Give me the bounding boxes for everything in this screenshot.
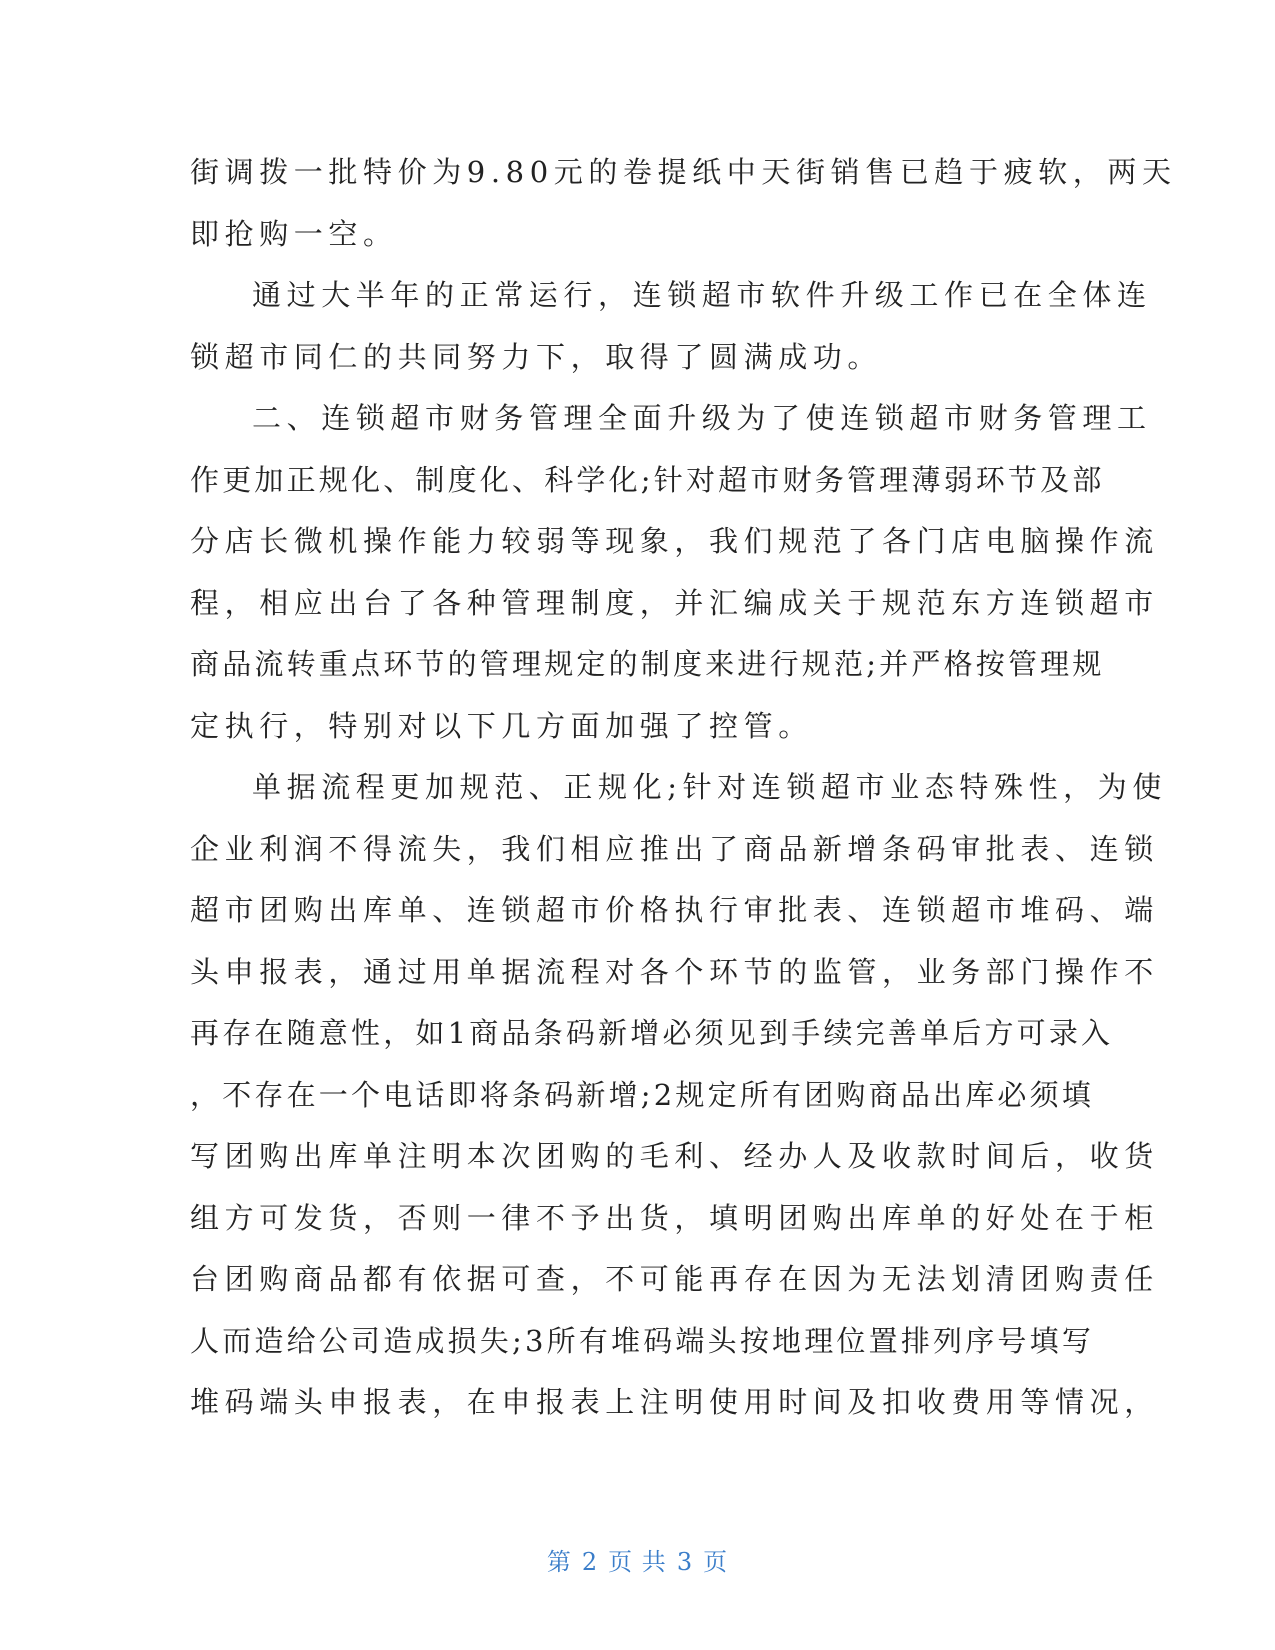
footer-suffix: 页 [703,1548,729,1576]
paragraph-start: 二、连锁超市财务管理全面升级为了使连锁超市财务管理工 [252,401,1152,435]
footer-middle: 页 共 [608,1548,667,1576]
text-line: ，不存在一个电话即将条码新增;2规定所有团购商品出库必须填 [190,1077,1095,1112]
text-line: 头申报表，通过用单据流程对各个环节的监管，业务部门操作不 [190,954,1159,989]
text-line: 台团购商品都有依据可查，不可能再存在因为无法划清团购责任 [190,1262,1159,1296]
body-text [190,142,1177,1434]
text-line: 锁超市同仁的共同努力下，取得了圆满成功。 [190,339,883,374]
footer-prefix: 第 [546,1548,572,1576]
text-line: 人而造给公司造成损失;3所有堆码端头按地理位置排列序号填写 [190,1323,1095,1358]
paragraph-start: 通过大半年的正常运行，连锁超市软件升级工作已在全体连 [252,278,1152,312]
text-line: 企业利润不得流失，我们相应推出了商品新增条码审批表、连锁 [190,831,1159,866]
text-line: 即抢购一空。 [190,216,398,251]
total-page-count: 3 [676,1548,694,1576]
text-line: 写团购出库单注明本次团购的毛利、经办人及收款时间后，收货 [190,1139,1159,1173]
paragraph-start: 单据流程更加规范、正规化;针对连锁超市业态特殊性，为使 [252,770,1167,804]
text-line: 堆码端头申报表，在申报表上注明使用时间及扣收费用等情况， [190,1385,1159,1419]
text-line: 商品流转重点环节的管理规定的制度来进行规范;并严格按管理规 [190,647,1105,681]
text-line: 街调拨一批特价为9.80元的卷提纸中天街销售已趋于疲软，两天 [190,155,1177,189]
text-line: 定执行，特别对以下几方面加强了控管。 [190,708,813,743]
text-line: 程，相应出台了各种管理制度，并汇编成关于规范东方连锁超市 [190,585,1159,620]
page-footer [0,1542,1275,1577]
current-page-number: 2 [581,1548,599,1576]
text-line: 超市团购出库单、连锁超市价格执行审批表、连锁超市堆码、端 [190,893,1159,927]
text-line: 作更加正规化、制度化、科学化;针对超市财务管理薄弱环节及部 [190,462,1105,497]
text-line: 分店长微机操作能力较弱等现象，我们规范了各门店电脑操作流 [190,524,1159,558]
text-line: 再存在随意性，如1商品条码新增必须见到手续完善单后方可录入 [190,1016,1114,1050]
text-line: 组方可发货，否则一律不予出货，填明团购出库单的好处在于柜 [190,1200,1159,1235]
